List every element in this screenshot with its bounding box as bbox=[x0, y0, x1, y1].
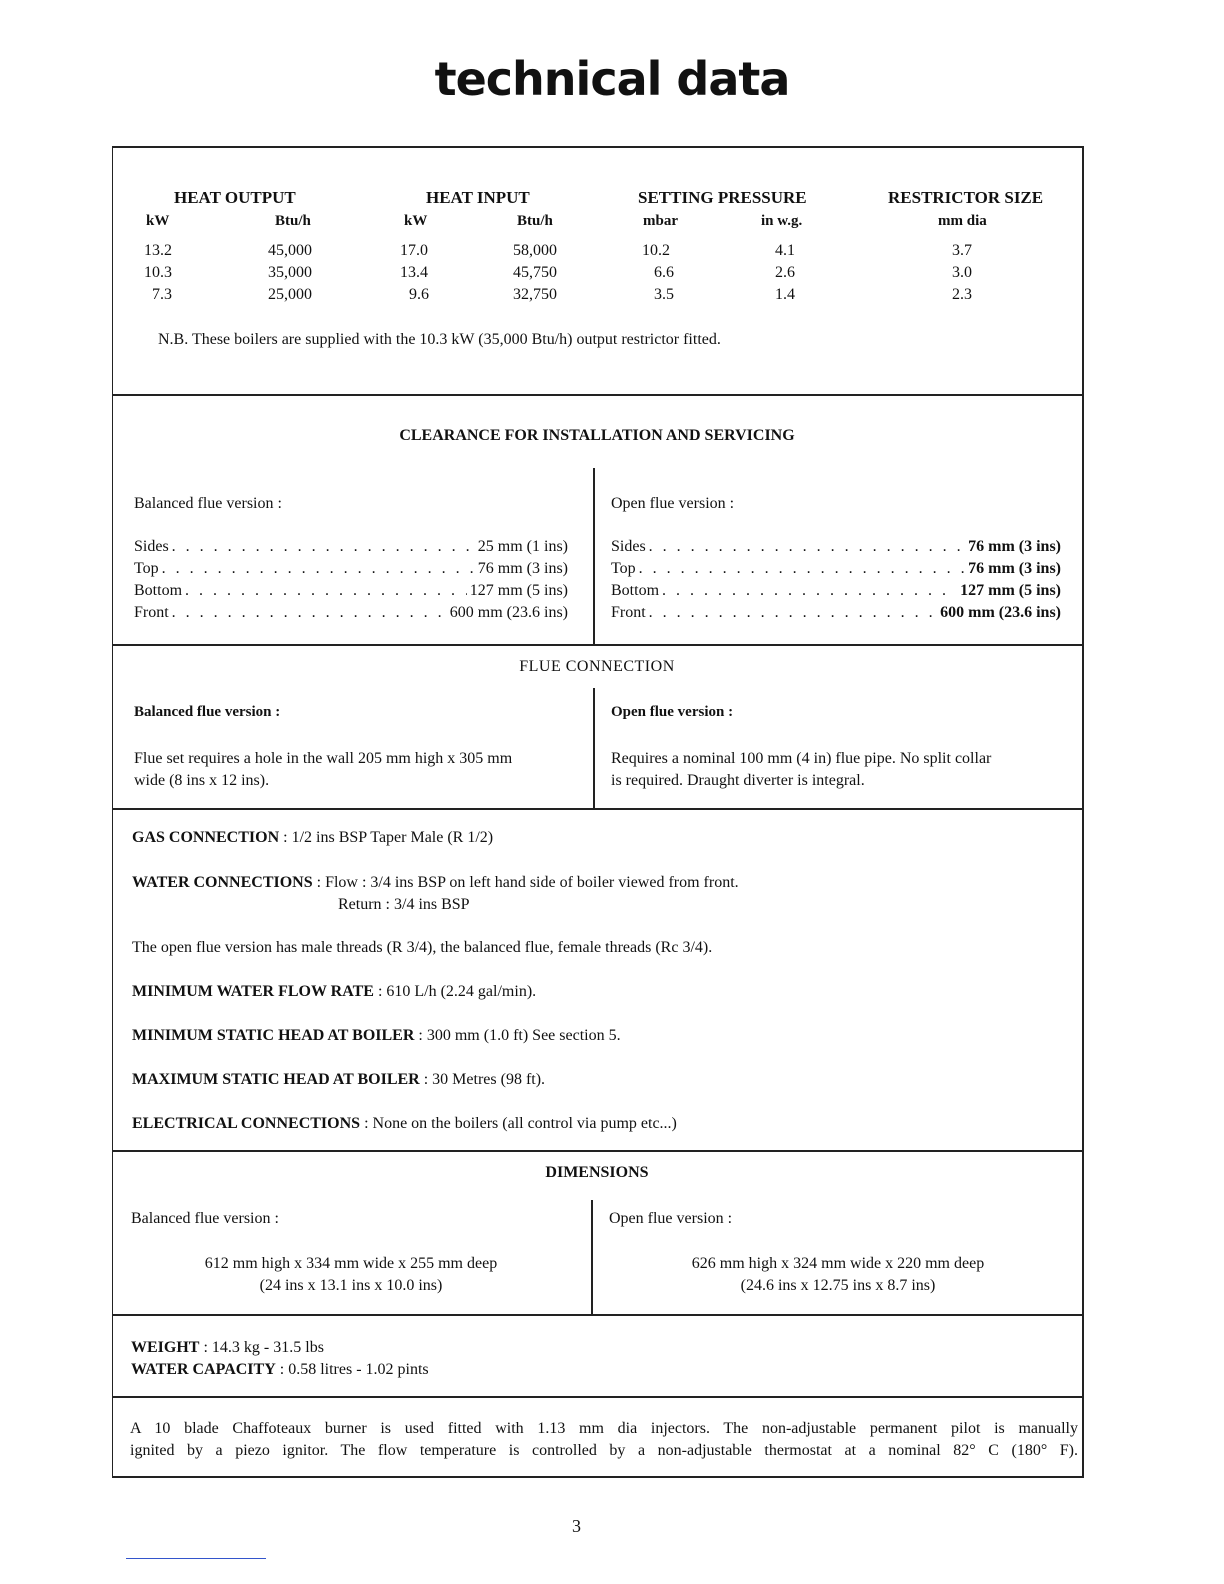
divider-rule bbox=[112, 1150, 1084, 1152]
list-item bbox=[134, 560, 568, 582]
electrical-connections bbox=[132, 1115, 677, 1133]
table-cell: 10.2 bbox=[642, 242, 670, 259]
table-cell: 1.4 bbox=[775, 286, 795, 303]
item-value: 600 mm (23.6 ins) bbox=[449, 604, 568, 621]
unit-label: kW bbox=[404, 213, 428, 229]
max-static-head bbox=[132, 1071, 545, 1089]
frame-bottom-rule bbox=[112, 1476, 1084, 1478]
dimensions-balanced-text bbox=[112, 1253, 590, 1297]
item-value: 127 mm (5 ins) bbox=[469, 582, 568, 599]
max-static-head-label: MAXIMUM STATIC HEAD AT BOILER bbox=[132, 1071, 420, 1088]
weight-value: : 14.3 kg - 31.5 lbs bbox=[199, 1339, 324, 1356]
text-line: A 10 blade Chaffoteaux burner is used fitted with 1.13 mm dia injectors. The non-adjustable permanent pilot is manually bbox=[130, 1420, 1078, 1437]
restrictor-note: N.B. These boilers are supplied with the 10.3 kW (35,000 Btu/h) output restrictor fitted. bbox=[158, 331, 721, 348]
unit-label: in w.g. bbox=[761, 213, 803, 229]
column-divider bbox=[593, 688, 595, 808]
gas-connection bbox=[132, 829, 493, 847]
item-value: 76 mm (3 ins) bbox=[477, 560, 568, 577]
list-item bbox=[611, 582, 1061, 604]
item-value: 600 mm (23.6 ins) bbox=[940, 604, 1061, 621]
frame-top-rule bbox=[112, 146, 1084, 148]
min-static-head-label: MINIMUM STATIC HEAD AT BOILER bbox=[132, 1027, 415, 1044]
flue-title: FLUE CONNECTION bbox=[519, 658, 675, 675]
divider-rule bbox=[112, 1314, 1084, 1316]
divider-rule bbox=[112, 394, 1084, 396]
flue-balanced-heading: Balanced flue version : bbox=[134, 704, 281, 720]
item-label: Bottom bbox=[611, 582, 660, 599]
gas-connection-label: GAS CONNECTION bbox=[132, 829, 280, 846]
item-label: Sides bbox=[134, 538, 169, 555]
table-cell: 25,000 bbox=[268, 286, 312, 303]
text-line: ignited by a piezo ignitor. The flow temperature is controlled by a non-adjustable thermostat at a nominal 82° C (180° F). bbox=[130, 1442, 1078, 1459]
item-label: Front bbox=[611, 604, 646, 621]
item-label: Top bbox=[611, 560, 636, 577]
gas-connection-value: : 1/2 ins BSP Taper Male (R 1/2) bbox=[279, 829, 494, 846]
flue-open-text bbox=[611, 748, 991, 792]
text-line: 612 mm high x 334 mm wide x 255 mm deep bbox=[204, 1255, 498, 1272]
water-capacity-value: : 0.58 litres - 1.02 pints bbox=[275, 1361, 429, 1378]
table-cell: 9.6 bbox=[409, 286, 429, 303]
item-label: Front bbox=[134, 604, 169, 621]
weight bbox=[131, 1339, 324, 1357]
restrictor-size-header: RESTRICTOR SIZE bbox=[888, 188, 1044, 207]
unit-label: mm dia bbox=[938, 213, 987, 229]
divider-rule bbox=[112, 1396, 1084, 1398]
unit-label: Btu/h bbox=[275, 213, 311, 229]
water-connections-value: : Flow : 3/4 ins BSP on left hand side of boiler viewed from front. bbox=[312, 874, 739, 891]
table-cell: 4.1 bbox=[775, 242, 795, 259]
heat-input-header: HEAT INPUT bbox=[426, 188, 530, 207]
leader-dots bbox=[185, 582, 467, 600]
unit-label: mbar bbox=[643, 213, 678, 229]
dimensions-title: DIMENSIONS bbox=[545, 1164, 649, 1181]
leader-dots bbox=[649, 538, 965, 556]
scan-mark bbox=[126, 1558, 266, 1559]
water-connections bbox=[132, 874, 739, 892]
clearance-balanced-list bbox=[134, 538, 568, 626]
burner-text bbox=[130, 1418, 1078, 1462]
column-divider bbox=[593, 468, 595, 644]
list-item bbox=[611, 560, 1061, 582]
text-line: wide (8 ins x 12 ins). bbox=[134, 772, 270, 789]
min-water-flow bbox=[132, 983, 536, 1001]
weight-label: WEIGHT bbox=[131, 1339, 200, 1356]
text-line: (24 ins x 13.1 ins x 10.0 ins) bbox=[259, 1277, 443, 1294]
table-cell: 45,000 bbox=[268, 242, 312, 259]
water-capacity bbox=[131, 1361, 429, 1379]
divider-rule bbox=[112, 644, 1084, 646]
max-static-head-value: : 30 Metres (98 ft). bbox=[419, 1071, 546, 1088]
table-cell: 35,000 bbox=[268, 264, 312, 281]
text-line: (24.6 ins x 12.75 ins x 8.7 ins) bbox=[740, 1277, 936, 1294]
table-cell: 6.6 bbox=[654, 264, 674, 281]
dimensions-balanced-heading: Balanced flue version : bbox=[131, 1210, 279, 1227]
table-cell: 3.7 bbox=[952, 242, 972, 259]
threads-note: The open flue version has male threads (R 3/4), the balanced flue, female threads (Rc 3/4). bbox=[132, 939, 713, 956]
water-capacity-label: WATER CAPACITY bbox=[131, 1361, 276, 1378]
text-line: 626 mm high x 324 mm wide x 220 mm deep bbox=[691, 1255, 985, 1272]
table-cell: 2.6 bbox=[775, 264, 795, 281]
item-value: 76 mm (3 ins) bbox=[968, 560, 1061, 577]
leader-dots bbox=[649, 604, 937, 622]
min-static-head bbox=[132, 1027, 621, 1045]
item-label: Top bbox=[134, 560, 159, 577]
leader-dots bbox=[162, 560, 475, 578]
table-cell: 13.2 bbox=[144, 242, 172, 259]
clearance-title: CLEARANCE FOR INSTALLATION AND SERVICING bbox=[399, 427, 795, 444]
divider-rule bbox=[112, 808, 1084, 810]
list-item bbox=[134, 582, 568, 604]
table-cell: 7.3 bbox=[152, 286, 172, 303]
text-line: Requires a nominal 100 mm (4 in) flue pipe. No split collar bbox=[611, 750, 992, 767]
list-item bbox=[611, 538, 1061, 560]
unit-label: Btu/h bbox=[517, 213, 553, 229]
leader-dots bbox=[172, 538, 475, 556]
leader-dots bbox=[639, 560, 965, 578]
table-cell: 2.3 bbox=[952, 286, 972, 303]
table-cell: 58,000 bbox=[513, 242, 557, 259]
min-static-head-value: : 300 mm (1.0 ft) See section 5. bbox=[414, 1027, 621, 1044]
text-line: Flue set requires a hole in the wall 205 mm high x 305 mm bbox=[134, 750, 513, 767]
page-number: 3 bbox=[572, 1516, 581, 1536]
clearance-open-list bbox=[611, 538, 1061, 626]
item-label: Bottom bbox=[134, 582, 183, 599]
setting-pressure-header: SETTING PRESSURE bbox=[638, 188, 807, 207]
table-cell: 13.4 bbox=[400, 264, 428, 281]
list-item bbox=[611, 604, 1061, 626]
clearance-open-heading: Open flue version : bbox=[611, 495, 735, 512]
table-cell: 17.0 bbox=[400, 242, 428, 259]
table-cell: 3.5 bbox=[654, 286, 674, 303]
text-line: is required. Draught diverter is integral. bbox=[611, 772, 865, 789]
electrical-connections-label: ELECTRICAL CONNECTIONS bbox=[132, 1115, 361, 1132]
dimensions-open-text bbox=[593, 1253, 1083, 1297]
item-label: Sides bbox=[611, 538, 646, 555]
electrical-connections-value: : None on the boilers (all control via pump etc...) bbox=[360, 1115, 677, 1132]
leader-dots bbox=[662, 582, 957, 600]
table-cell: 32,750 bbox=[513, 286, 557, 303]
leader-dots bbox=[172, 604, 447, 622]
table-cell: 45,750 bbox=[513, 264, 557, 281]
flue-balanced-text bbox=[134, 748, 512, 792]
water-return: Return : 3/4 ins BSP bbox=[338, 896, 470, 913]
page-title: technical data bbox=[434, 52, 790, 106]
flue-open-heading: Open flue version : bbox=[611, 704, 734, 720]
dimensions-open-heading: Open flue version : bbox=[609, 1210, 733, 1227]
min-water-flow-label: MINIMUM WATER FLOW RATE bbox=[132, 983, 374, 1000]
clearance-balanced-heading: Balanced flue version : bbox=[134, 495, 282, 512]
list-item bbox=[134, 604, 568, 626]
item-value: 76 mm (3 ins) bbox=[968, 538, 1061, 555]
water-connections-label: WATER CONNECTIONS bbox=[132, 874, 313, 891]
list-item bbox=[134, 538, 568, 560]
heat-output-header: HEAT OUTPUT bbox=[174, 188, 296, 207]
table-cell: 10.3 bbox=[144, 264, 172, 281]
unit-label: kW bbox=[146, 213, 170, 229]
item-value: 127 mm (5 ins) bbox=[960, 582, 1061, 599]
min-water-flow-value: : 610 L/h (2.24 gal/min). bbox=[373, 983, 537, 1000]
item-value: 25 mm (1 ins) bbox=[477, 538, 568, 555]
table-cell: 3.0 bbox=[952, 264, 972, 281]
